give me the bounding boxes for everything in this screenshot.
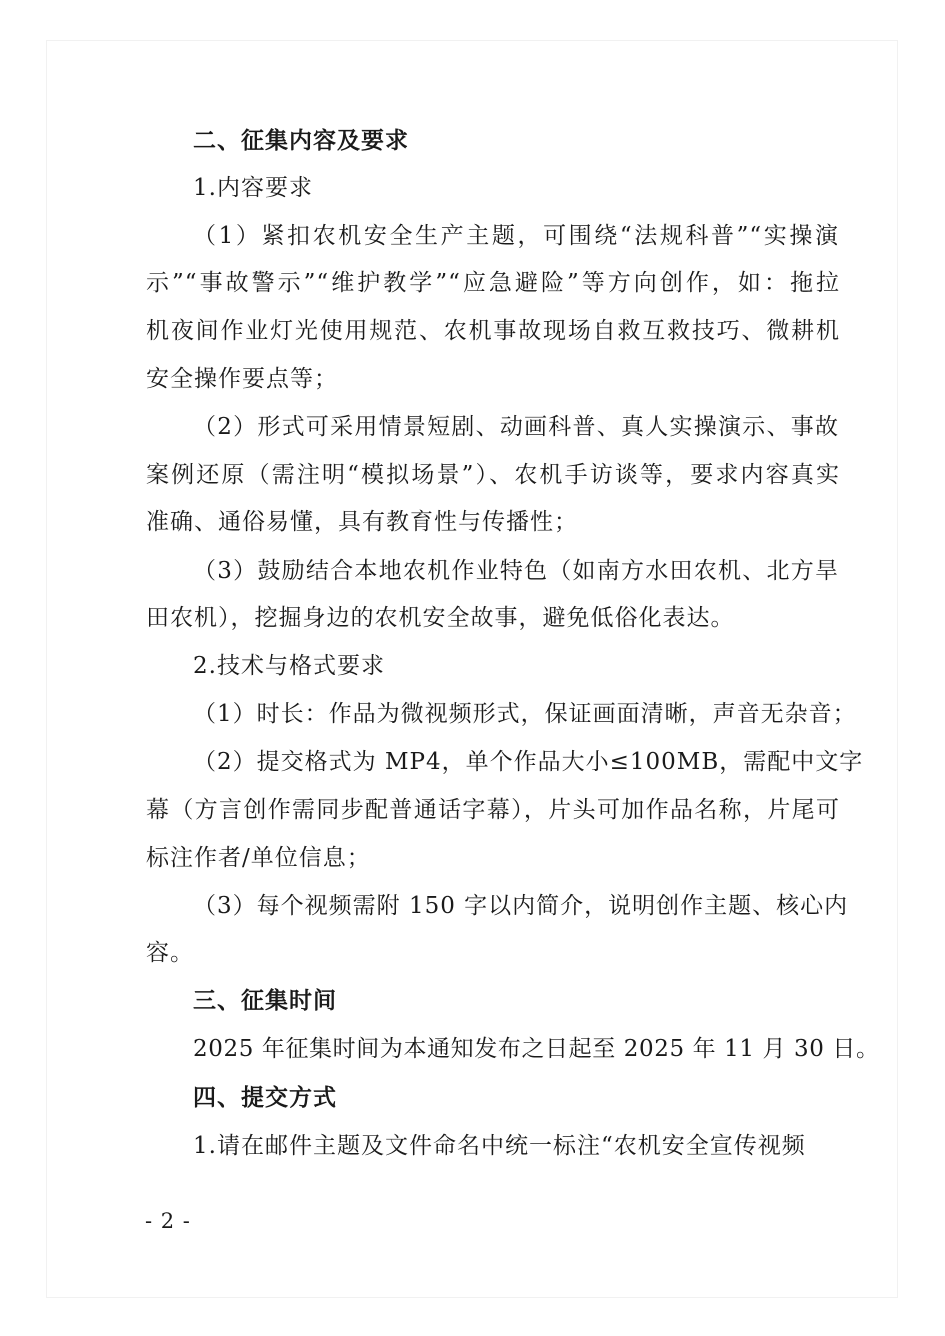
subsection-title-format: 2.技术与格式要求 [193, 653, 385, 679]
paragraph-line: （3）每个视频需附 150 字以内简介，说明创作主题、核心内 [193, 893, 849, 919]
paragraph-line: 案例还原（需注明“模拟场景”）、农机手访谈等，要求内容真实 [146, 462, 840, 488]
paragraph-line: 示”“事故警示”“维护教学”“应急避险”等方向创作，如：拖拉 [146, 270, 840, 296]
paragraph-line: 田农机），挖掘身边的农机安全故事，避免低俗化表达。 [146, 605, 735, 631]
section-heading-2: 二、征集内容及要求 [193, 128, 409, 154]
paragraph-line: （3）鼓励结合本地农机作业特色（如南方水田农机、北方旱 [193, 558, 839, 584]
paragraph-line: 安全操作要点等； [146, 366, 338, 392]
subsection-title-content: 1.内容要求 [193, 175, 313, 201]
paragraph-line: 标注作者/单位信息； [146, 845, 371, 871]
paragraph-line: 1.请在邮件主题及文件命名中统一标注“农机安全宣传视频 [193, 1133, 806, 1159]
page-number: - 2 - [145, 1209, 191, 1233]
paragraph-line: （1）紧扣农机安全生产主题，可围绕“法规科普”“实操演 [193, 223, 839, 249]
section-heading-4: 四、提交方式 [193, 1085, 337, 1111]
paragraph-line: （2）提交格式为 MP4，单个作品大小≤100MB，需配中文字 [193, 749, 864, 775]
paragraph-line: （1）时长：作品为微视频形式，保证画面清晰，声音无杂音； [193, 701, 857, 727]
paragraph-line: 准确、通俗易懂，具有教育性与传播性； [146, 509, 578, 535]
paragraph-line: 幕（方言创作需同步配普通话字幕），片头可加作品名称，片尾可 [146, 797, 840, 823]
paragraph-line: 2025 年征集时间为本通知发布之日起至 2025 年 11 月 30 日。 [193, 1036, 880, 1062]
section-heading-3: 三、征集时间 [193, 988, 337, 1014]
paragraph-line: （2）形式可采用情景短剧、动画科普、真人实操演示、事故 [193, 414, 839, 440]
paragraph-line: 机夜间作业灯光使用规范、农机事故现场自救互救技巧、微耕机 [146, 318, 840, 344]
paragraph-line: 容。 [146, 940, 194, 966]
